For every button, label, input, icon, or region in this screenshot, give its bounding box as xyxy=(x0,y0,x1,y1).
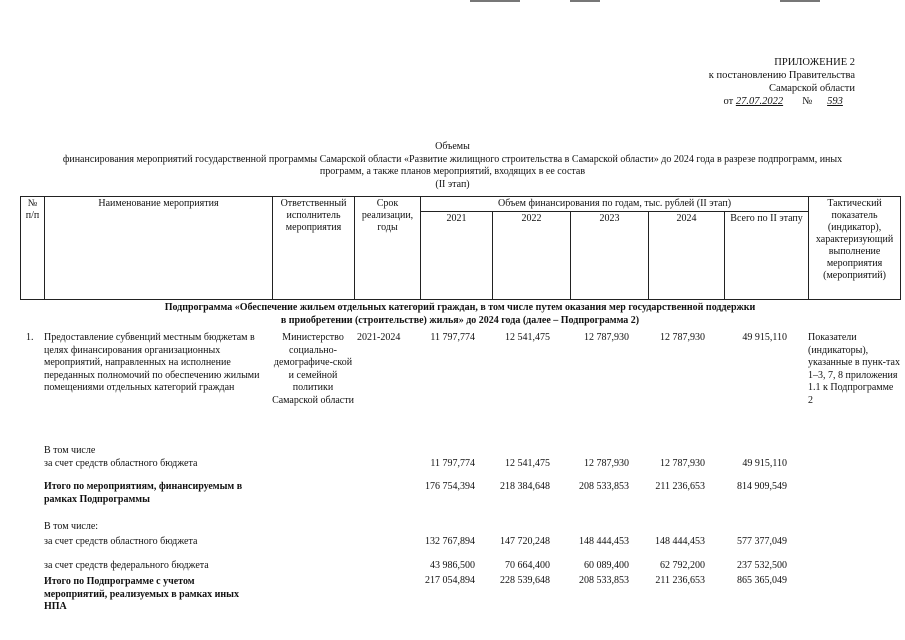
value-2022: 70 664,400 xyxy=(505,560,550,571)
date-prefix: от xyxy=(723,96,734,107)
value-total: 865 365,049 xyxy=(737,575,787,586)
value-total: 49 915,110 xyxy=(742,332,787,343)
value-2022: 12 541,475 xyxy=(505,332,550,343)
scan-mark xyxy=(470,0,520,2)
title-line: (II этап) xyxy=(435,178,470,190)
value-total: 577 377,049 xyxy=(737,536,787,547)
value-2023: 60 089,400 xyxy=(584,560,629,571)
item-name: Предоставление субвенций местным бюджетам в целях финансирования организационных мероприятий, направленных на исполнение переданных полномочий по обеспечению жилыми помещениями отдельных категорий граждан xyxy=(44,332,260,393)
item-executor: Министерство социально-демографиче-ской и семейной политики Самарской области xyxy=(272,332,354,406)
including-label: В том числе xyxy=(44,445,96,456)
value-2023: 148 444,453 xyxy=(579,536,629,547)
appendix-date: 27.07.2022 xyxy=(735,96,784,107)
value-2024: 211 236,653 xyxy=(655,575,705,586)
value-2024: 148 444,453 xyxy=(655,536,705,547)
value-2021: 11 797,774 xyxy=(430,458,475,469)
value-2022: 228 539,648 xyxy=(500,575,550,586)
value-2021: 176 754,394 xyxy=(425,481,475,492)
value-2024: 12 787,930 xyxy=(660,332,705,343)
value-total: 814 909,549 xyxy=(737,481,787,492)
subprogram-heading xyxy=(20,302,900,327)
value-2024: 12 787,930 xyxy=(660,458,705,469)
subprogram-line: в приобретении (строительстве) жилья» до 2024 года (далее – Подпрограмма 2) xyxy=(280,314,640,326)
value-2023: 12 787,930 xyxy=(584,332,629,343)
value-2021: 43 986,500 xyxy=(430,560,475,571)
federal-budget-label: за счет средств федерального бюджета xyxy=(44,560,209,571)
value-2021: 132 767,894 xyxy=(425,536,475,547)
header-num: № п/п xyxy=(21,197,45,300)
value-2023: 208 533,853 xyxy=(579,575,629,586)
appendix-number: 593 xyxy=(827,96,843,107)
header-executor: Ответственный исполнитель мероприятия xyxy=(273,197,355,300)
header-year: 2022 xyxy=(493,212,571,300)
item-number: 1. xyxy=(26,332,34,343)
appendix-ref: к постановлению Правительства xyxy=(708,70,855,81)
value-2024: 211 236,653 xyxy=(655,481,705,492)
value-2023: 12 787,930 xyxy=(584,458,629,469)
header-year: 2021 xyxy=(421,212,493,300)
regional-budget-label: за счет средств областного бюджета xyxy=(44,458,198,469)
title-line: Объемы xyxy=(435,141,470,152)
financing-table-header xyxy=(20,196,901,300)
document-title xyxy=(20,141,885,191)
scan-mark xyxy=(570,0,600,2)
header-period: Срок реализации, годы xyxy=(355,197,421,300)
header-total: Всего по II этапу xyxy=(725,212,809,300)
value-total: 49 915,110 xyxy=(742,458,787,469)
value-2022: 12 541,475 xyxy=(505,458,550,469)
item-period: 2021-2024 xyxy=(357,332,401,343)
number-prefix: № xyxy=(802,96,813,107)
scan-mark xyxy=(780,0,820,2)
item-indicator: Показатели (индикаторы), указанные в пунк-тах 1–3, 7, 8 приложения 1.1 к Подпрограмме 2 xyxy=(808,332,900,406)
value-2024: 62 792,200 xyxy=(660,560,705,571)
appendix-header xyxy=(709,56,855,108)
header-funding: Объем финансирования по годам, тыс. рублей (II этап) xyxy=(421,197,809,212)
appendix-date-line xyxy=(709,95,855,108)
header-indicator: Тактический показатель (индикатор), характеризующий выполнение мероприятия (мероприятий) xyxy=(809,197,901,300)
title-line: программ, а также планов мероприятий, входящих в ее состав xyxy=(319,166,586,177)
header-year: 2024 xyxy=(649,212,725,300)
value-2021: 217 054,894 xyxy=(425,575,475,586)
value-2022: 147 720,248 xyxy=(500,536,550,547)
title-line: финансирования мероприятий государственной программы Самарской области «Развитие жилищного строительства в Самарской области» до 2024 года в разрезе подпрограмм, иных xyxy=(62,153,843,165)
value-2021: 11 797,774 xyxy=(430,332,475,343)
total-subprogram-label: Итого по Подпрограмме с учетом мероприятий, реализуемых в рамках иных НПА xyxy=(44,576,239,612)
regional-budget-label: за счет средств областного бюджета xyxy=(44,536,198,547)
appendix-title: ПРИЛОЖЕНИЕ 2 xyxy=(774,57,855,68)
appendix-region: Самарской области xyxy=(769,83,855,94)
value-2023: 208 533,853 xyxy=(579,481,629,492)
value-total: 237 532,500 xyxy=(737,560,787,571)
header-year: 2023 xyxy=(571,212,649,300)
total-measures-label: Итого по мероприятиям, финансируемым в рамках Подпрограммы xyxy=(44,481,243,505)
header-name: Наименование мероприятия xyxy=(45,197,273,300)
including-label: В том числе: xyxy=(44,521,99,532)
subprogram-line: Подпрограмма «Обеспечение жильем отдельных категорий граждан, в том числе путем оказания мер государственной поддержки xyxy=(164,302,756,313)
value-2022: 218 384,648 xyxy=(500,481,550,492)
